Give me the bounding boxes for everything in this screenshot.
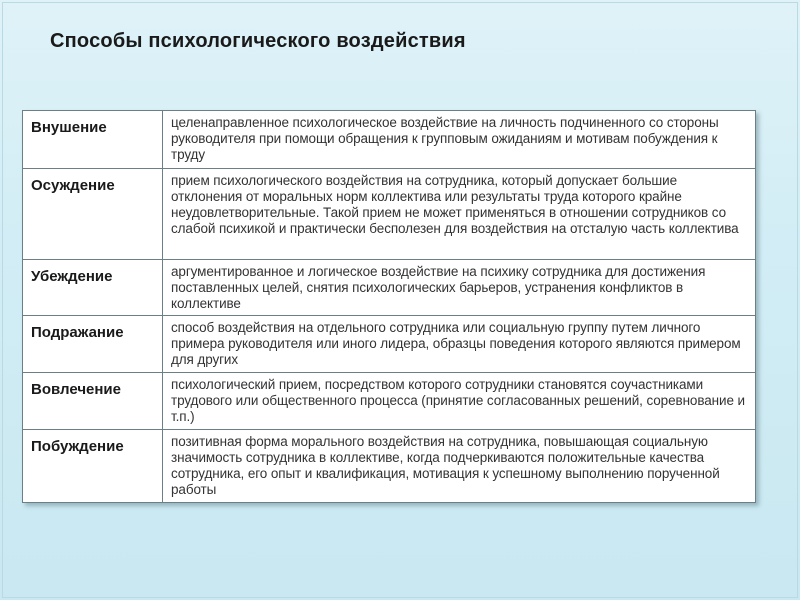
term-cell: Осуждение	[23, 169, 163, 260]
definitions-table-container	[22, 110, 756, 503]
definition-cell: психологический прием, посредством которого сотрудники становятся соучастниками трудового или общественного процесса (принятие согласованных решений, соревнование и т.п.)	[163, 373, 756, 430]
term-cell: Побуждение	[23, 430, 163, 503]
term-cell: Внушение	[23, 111, 163, 169]
table-row	[23, 316, 756, 373]
term-cell: Подражание	[23, 316, 163, 373]
term-cell: Убеждение	[23, 260, 163, 316]
definition-cell: прием психологического воздействия на сотрудника, который допускает большие отклонения от моральных норм коллектива или результаты труда которого крайне неудовлетворительные. Такой прием не может применяться в отношении сотрудников со слабой психикой и практически бесполезен для воздействия на отсталую часть коллектива	[163, 169, 756, 260]
table-row	[23, 373, 756, 430]
definition-cell: аргументированное и логическое воздействие на психику сотрудника для достижения поставленных целей, снятия психологических барьеров, устранения конфликтов в коллективе	[163, 260, 756, 316]
definition-cell: целенаправленное психологическое воздействие на личность подчиненного со стороны руководителя при помощи обращения к групповым ожиданиям и мотивам побуждения к труду	[163, 111, 756, 169]
table-row	[23, 169, 756, 260]
table-row	[23, 111, 756, 169]
table-row	[23, 430, 756, 503]
table-row	[23, 260, 756, 316]
term-cell: Вовлечение	[23, 373, 163, 430]
definitions-table	[22, 110, 756, 503]
slide-title: Способы психологического воздействия	[50, 30, 466, 52]
definition-cell: позитивная форма морального воздействия на сотрудника, повышающая социальную значимость сотрудника в коллективе, когда подчеркиваются положительные качества сотрудника, его опыт и квалификация, мотивация к успешному выполнению порученной работы	[163, 430, 756, 503]
definition-cell: способ воздействия на отдельного сотрудника или социальную группу путем личного примера руководителя или иного лидера, образцы поведения которого являются примером для других	[163, 316, 756, 373]
